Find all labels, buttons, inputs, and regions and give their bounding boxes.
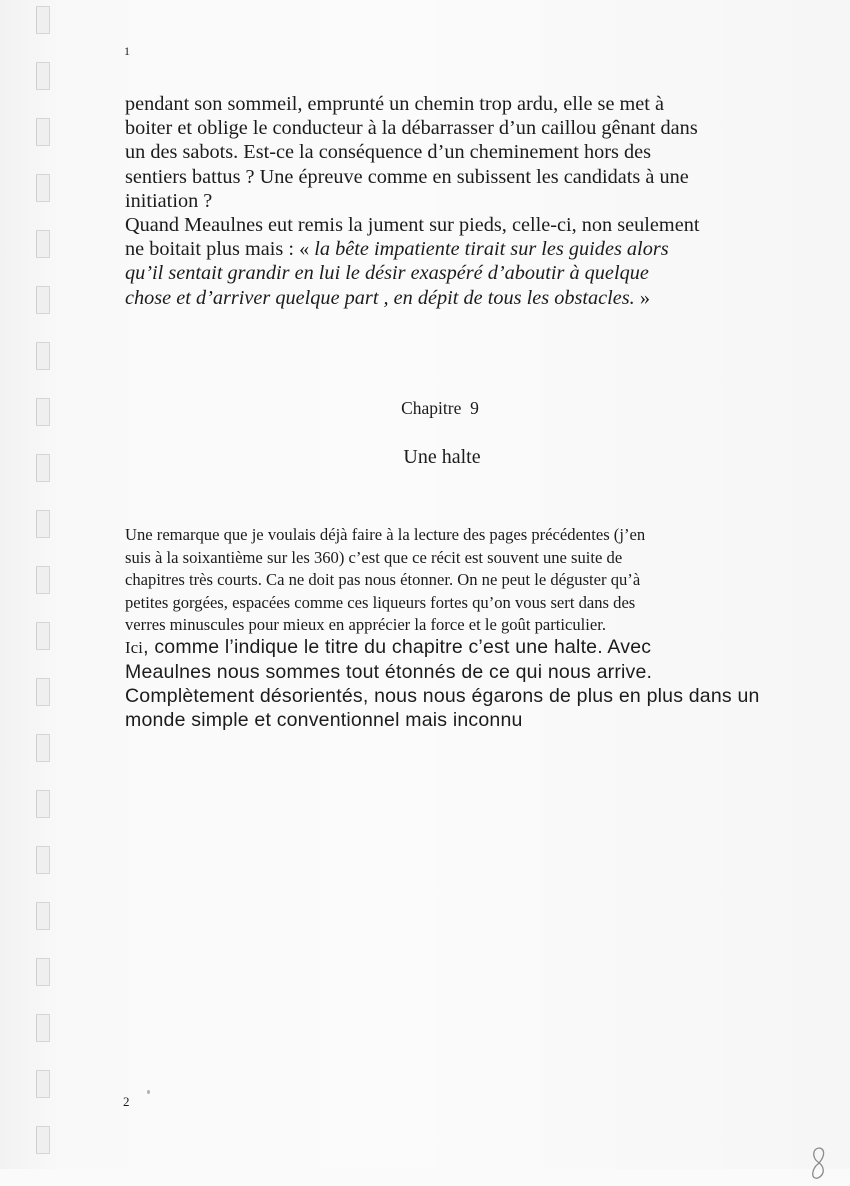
page-number-top: 1 — [124, 44, 130, 58]
binding-hole — [36, 62, 50, 90]
binding-hole — [36, 1070, 50, 1098]
commentary-paragraph — [125, 524, 765, 637]
text-line: initiation ? — [125, 189, 213, 212]
text-line — [125, 286, 765, 310]
text-line: Complètement désorientés, nous nous égarons de plus en plus dans un — [125, 685, 760, 707]
chapter-label: Chapitre 9 — [401, 398, 479, 418]
binding-holes — [36, 0, 50, 1169]
quotation-text: la bête impatiente tirait sur les guides alors — [314, 238, 669, 261]
text-line: Une remarque que je voulais déjà faire à la lecture des pages précédentes (j’en — [125, 525, 646, 544]
text-segment: , comme l’indique le titre du chapitre c’est une halte. Avec — [143, 636, 652, 658]
handwritten-8-mark — [806, 1146, 830, 1186]
binding-hole — [36, 846, 50, 874]
text-line: verres minuscules pour mieux en apprécier la force et le goût particulier. — [125, 615, 607, 635]
paper-speck — [147, 1090, 150, 1094]
binding-hole — [36, 118, 50, 146]
text-line: boiter et oblige le conducteur à la débarrasser d’un caillou gênant dans — [125, 117, 698, 140]
binding-hole — [36, 510, 50, 538]
closing-quote: » — [634, 286, 650, 309]
text-line: Meaulnes nous sommes tout étonnés de ce qui nous arrive. — [125, 661, 653, 683]
binding-hole — [36, 566, 50, 594]
binding-hole — [36, 6, 50, 34]
text-line: pendant son sommeil, emprunté un chemin trop ardu, elle se met à — [125, 93, 664, 115]
text-line: Quand Meaulnes eut remis la jument sur pieds, celle-ci, non seulement — [125, 214, 700, 237]
quotation-text: qu’il sentait grandir en lui le désir exaspéré d’aboutir à quelque — [125, 262, 649, 285]
quotation-text: chose et d’arriver quelque part , en dépit de tous les obstacles. — [125, 286, 635, 309]
binding-hole — [36, 734, 50, 762]
binding-hole — [36, 174, 50, 202]
chapter-title: Une halte — [403, 446, 481, 468]
text-line: monde simple et conventionnel mais inconnu — [125, 709, 523, 731]
page-number-bottom: 2 — [123, 1094, 130, 1109]
text-line — [125, 635, 775, 660]
binding-hole — [36, 678, 50, 706]
text-line: petites gorgées, espacées comme ces liqueurs fortes qu’on vous sert dans des — [125, 592, 636, 612]
text-line: sentiers battus ? Une épreuve comme en subissent les candidats à une — [125, 165, 689, 188]
text-line — [125, 261, 765, 285]
binding-hole — [36, 230, 50, 258]
binding-hole — [36, 342, 50, 370]
intro-paragraph — [125, 92, 765, 310]
binding-hole — [36, 286, 50, 314]
binding-hole — [36, 1014, 50, 1042]
text-segment: Ici — [125, 638, 144, 657]
commentary-continuation — [125, 635, 775, 732]
text-line — [125, 237, 765, 261]
binding-hole — [36, 790, 50, 818]
text-line: un des sabots. Est-ce la conséquence d’un cheminement hors des — [125, 141, 652, 164]
text-line: chapitres très courts. Ca ne doit pas nous étonner. On ne peut le déguster qu’à — [125, 570, 641, 590]
binding-hole — [36, 622, 50, 650]
text-segment: ne boitait plus mais : « — [125, 238, 315, 261]
binding-hole — [36, 902, 50, 930]
binding-hole — [36, 1126, 50, 1154]
text-line: suis à la soixantième sur les 360) c’est que ce récit est souvent une suite de — [125, 547, 623, 567]
binding-hole — [36, 958, 50, 986]
